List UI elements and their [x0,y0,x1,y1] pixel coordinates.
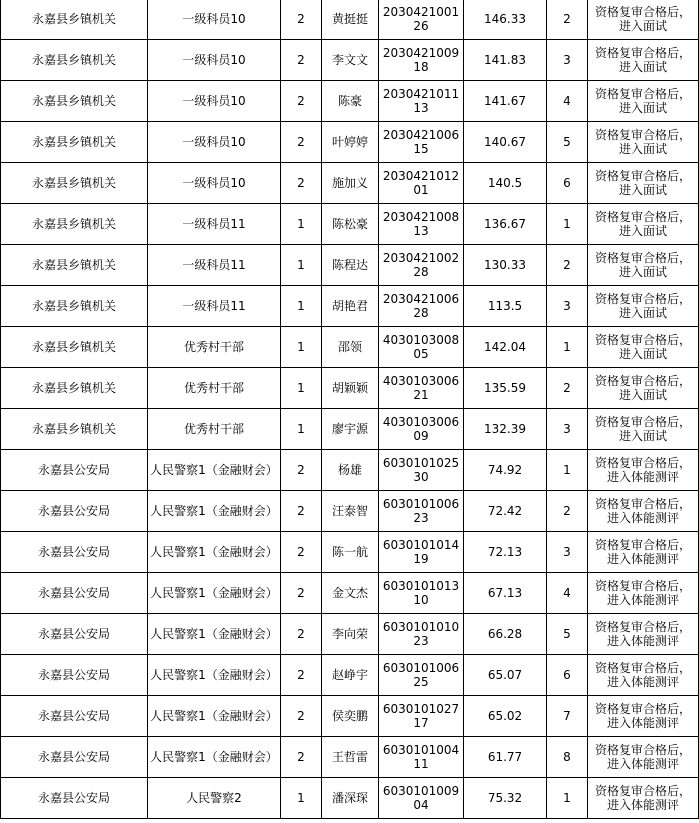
score-cell: 65.02 [464,696,547,737]
name-cell: 廖宇源 [322,409,379,450]
unit-cell: 永嘉县乡镇机关 [1,245,148,286]
score-cell: 132.39 [464,409,547,450]
score-cell: 113.5 [464,286,547,327]
table-row [1,450,699,491]
unit-cell: 永嘉县公安局 [1,614,148,655]
name-cell: 陈豪 [322,81,379,122]
rank-cell: 4 [547,81,588,122]
post-cell: 一级科员10 [148,81,281,122]
table-row [1,40,699,81]
quota-cell: 2 [281,532,322,573]
name-cell: 王哲雷 [322,737,379,778]
exam-id-cell: 603010102530 [379,450,464,491]
score-cell: 141.83 [464,40,547,81]
unit-cell: 永嘉县公安局 [1,655,148,696]
result-cell: 资格复审合格后，进入面试 [588,327,699,368]
rank-cell: 3 [547,40,588,81]
exam-id-cell: 203042100615 [379,122,464,163]
exam-id-cell: 603010100904 [379,778,464,819]
exam-id-cell: 603010101310 [379,573,464,614]
score-cell: 140.5 [464,163,547,204]
table-row [1,573,699,614]
quota-cell: 1 [281,327,322,368]
name-cell: 黄挺挺 [322,0,379,40]
post-cell: 人民警察1（金融财会） [148,491,281,532]
post-cell: 人民警察1（金融财会） [148,655,281,696]
rank-cell: 3 [547,409,588,450]
post-cell: 一级科员11 [148,245,281,286]
table-row [1,204,699,245]
quota-cell: 1 [281,368,322,409]
result-cell: 资格复审合格后，进入体能测评 [588,614,699,655]
score-cell: 141.67 [464,81,547,122]
unit-cell: 永嘉县乡镇机关 [1,163,148,204]
table-row [1,245,699,286]
post-cell: 人民警察1（金融财会） [148,532,281,573]
table-row [1,122,699,163]
rank-cell: 6 [547,163,588,204]
results-table-body [1,0,699,819]
table-row [1,286,699,327]
exam-id-cell: 603010100411 [379,737,464,778]
score-cell: 130.33 [464,245,547,286]
post-cell: 人民警察1（金融财会） [148,573,281,614]
score-cell: 74.92 [464,450,547,491]
exam-id-cell: 603010101419 [379,532,464,573]
result-cell: 资格复审合格后，进入面试 [588,0,699,40]
exam-id-cell: 403010300609 [379,409,464,450]
quota-cell: 1 [281,245,322,286]
quota-cell: 2 [281,0,322,40]
table-row [1,368,699,409]
exam-id-cell: 603010102717 [379,696,464,737]
result-cell: 资格复审合格后，进入面试 [588,81,699,122]
quota-cell: 1 [281,286,322,327]
rank-cell: 5 [547,122,588,163]
quota-cell: 2 [281,614,322,655]
name-cell: 叶婷婷 [322,122,379,163]
table-row [1,532,699,573]
name-cell: 金文杰 [322,573,379,614]
unit-cell: 永嘉县乡镇机关 [1,0,148,40]
result-cell: 资格复审合格后，进入体能测评 [588,655,699,696]
name-cell: 李文文 [322,40,379,81]
result-cell: 资格复审合格后，进入体能测评 [588,491,699,532]
exam-id-cell: 203042101113 [379,81,464,122]
quota-cell: 1 [281,409,322,450]
name-cell: 陈程达 [322,245,379,286]
table-row [1,778,699,819]
result-cell: 资格复审合格后，进入体能测评 [588,696,699,737]
exam-id-cell: 203042101201 [379,163,464,204]
exam-id-cell: 603010100625 [379,655,464,696]
exam-id-cell: 203042100918 [379,40,464,81]
quota-cell: 2 [281,655,322,696]
result-cell: 资格复审合格后，进入面试 [588,163,699,204]
name-cell: 陈松豪 [322,204,379,245]
table-row [1,655,699,696]
quota-cell: 1 [281,778,322,819]
name-cell: 邵领 [322,327,379,368]
score-cell: 75.32 [464,778,547,819]
post-cell: 人民警察1（金融财会） [148,737,281,778]
exam-id-cell: 203042100228 [379,245,464,286]
score-cell: 61.77 [464,737,547,778]
result-cell: 资格复审合格后，进入面试 [588,286,699,327]
quota-cell: 2 [281,81,322,122]
name-cell: 李向荣 [322,614,379,655]
quota-cell: 2 [281,122,322,163]
rank-cell: 5 [547,614,588,655]
score-cell: 72.42 [464,491,547,532]
quota-cell: 2 [281,573,322,614]
exam-id-cell: 203042100813 [379,204,464,245]
score-cell: 140.67 [464,122,547,163]
table-row [1,696,699,737]
unit-cell: 永嘉县乡镇机关 [1,204,148,245]
unit-cell: 永嘉县乡镇机关 [1,81,148,122]
unit-cell: 永嘉县公安局 [1,573,148,614]
rank-cell: 3 [547,286,588,327]
rank-cell: 2 [547,0,588,40]
rank-cell: 1 [547,327,588,368]
post-cell: 人民警察1（金融财会） [148,696,281,737]
unit-cell: 永嘉县乡镇机关 [1,368,148,409]
unit-cell: 永嘉县公安局 [1,696,148,737]
post-cell: 人民警察1（金融财会） [148,450,281,491]
score-cell: 146.33 [464,0,547,40]
result-cell: 资格复审合格后，进入体能测评 [588,573,699,614]
result-cell: 资格复审合格后，进入面试 [588,122,699,163]
post-cell: 一级科员10 [148,163,281,204]
rank-cell: 3 [547,532,588,573]
score-cell: 65.07 [464,655,547,696]
post-cell: 一级科员11 [148,204,281,245]
table-row [1,0,699,40]
rank-cell: 1 [547,204,588,245]
exam-id-cell: 203042100126 [379,0,464,40]
unit-cell: 永嘉县公安局 [1,532,148,573]
exam-id-cell: 603010101023 [379,614,464,655]
table-row [1,409,699,450]
quota-cell: 2 [281,163,322,204]
rank-cell: 1 [547,450,588,491]
table-row [1,163,699,204]
quota-cell: 2 [281,40,322,81]
post-cell: 优秀村干部 [148,409,281,450]
name-cell: 胡艳君 [322,286,379,327]
result-cell: 资格复审合格后，进入体能测评 [588,450,699,491]
exam-id-cell: 203042100628 [379,286,464,327]
name-cell: 潘深琛 [322,778,379,819]
rank-cell: 2 [547,491,588,532]
name-cell: 侯奕鹏 [322,696,379,737]
name-cell: 陈一航 [322,532,379,573]
rank-cell: 8 [547,737,588,778]
rank-cell: 7 [547,696,588,737]
result-cell: 资格复审合格后，进入体能测评 [588,737,699,778]
rank-cell: 1 [547,778,588,819]
result-cell: 资格复审合格后，进入面试 [588,204,699,245]
table-row [1,81,699,122]
quota-cell: 2 [281,450,322,491]
unit-cell: 永嘉县公安局 [1,491,148,532]
name-cell: 施加义 [322,163,379,204]
quota-cell: 1 [281,204,322,245]
unit-cell: 永嘉县公安局 [1,450,148,491]
quota-cell: 2 [281,491,322,532]
unit-cell: 永嘉县公安局 [1,778,148,819]
result-cell: 资格复审合格后，进入面试 [588,368,699,409]
post-cell: 一级科员10 [148,122,281,163]
post-cell: 一级科员10 [148,40,281,81]
unit-cell: 永嘉县公安局 [1,737,148,778]
rank-cell: 2 [547,245,588,286]
score-cell: 136.67 [464,204,547,245]
result-cell: 资格复审合格后，进入面试 [588,409,699,450]
rank-cell: 4 [547,573,588,614]
table-row [1,737,699,778]
name-cell: 汪泰智 [322,491,379,532]
result-cell: 资格复审合格后，进入体能测评 [588,778,699,819]
unit-cell: 永嘉县乡镇机关 [1,122,148,163]
rank-cell: 6 [547,655,588,696]
result-cell: 资格复审合格后，进入体能测评 [588,532,699,573]
score-cell: 67.13 [464,573,547,614]
result-cell: 资格复审合格后，进入面试 [588,40,699,81]
rank-cell: 2 [547,368,588,409]
unit-cell: 永嘉县乡镇机关 [1,327,148,368]
quota-cell: 2 [281,696,322,737]
exam-id-cell: 403010300805 [379,327,464,368]
post-cell: 人民警察2 [148,778,281,819]
score-cell: 66.28 [464,614,547,655]
post-cell: 人民警察1（金融财会） [148,614,281,655]
post-cell: 优秀村干部 [148,327,281,368]
post-cell: 一级科员11 [148,286,281,327]
name-cell: 杨雄 [322,450,379,491]
unit-cell: 永嘉县乡镇机关 [1,286,148,327]
post-cell: 优秀村干部 [148,368,281,409]
name-cell: 赵峥宇 [322,655,379,696]
quota-cell: 2 [281,737,322,778]
table-row [1,491,699,532]
score-cell: 142.04 [464,327,547,368]
unit-cell: 永嘉县乡镇机关 [1,40,148,81]
table-row [1,614,699,655]
score-cell: 135.59 [464,368,547,409]
score-cell: 72.13 [464,532,547,573]
exam-id-cell: 603010100623 [379,491,464,532]
unit-cell: 永嘉县乡镇机关 [1,409,148,450]
result-cell: 资格复审合格后，进入面试 [588,245,699,286]
exam-id-cell: 403010300621 [379,368,464,409]
table-row [1,327,699,368]
post-cell: 一级科员10 [148,0,281,40]
name-cell: 胡颖颖 [322,368,379,409]
